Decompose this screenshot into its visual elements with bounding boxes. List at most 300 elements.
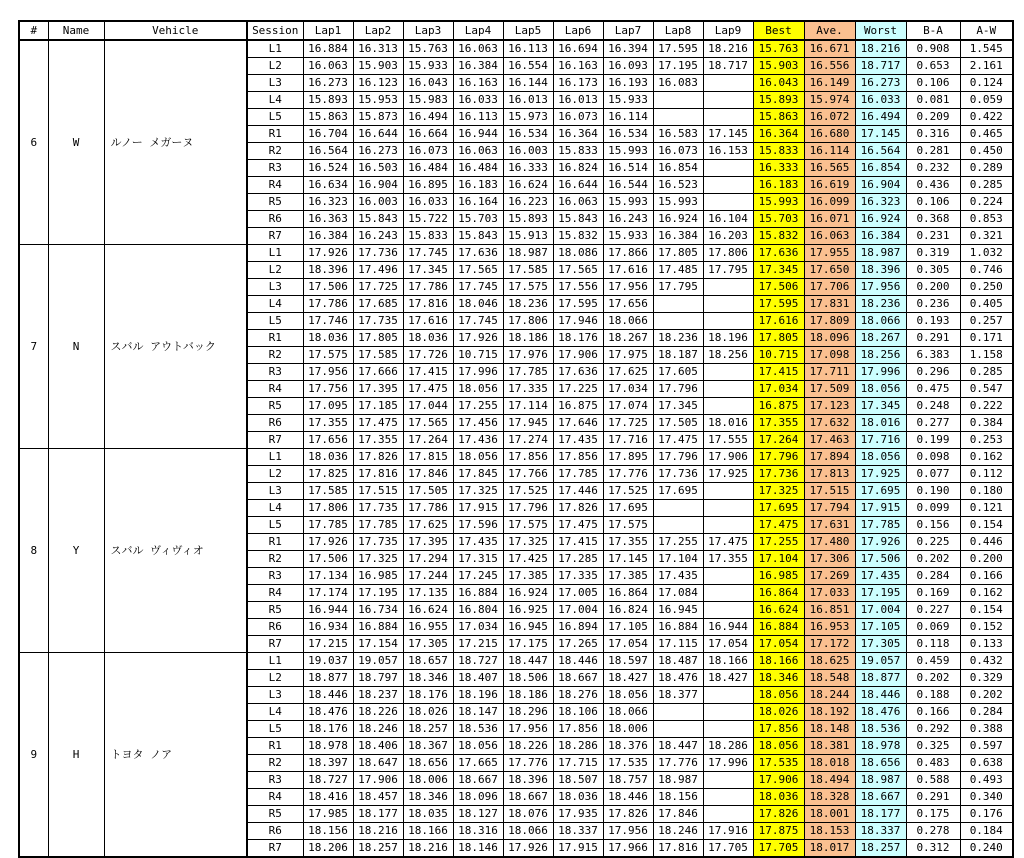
lap-cell bbox=[703, 500, 753, 517]
ave-minus-worst-cell: 1.158 bbox=[960, 347, 1013, 364]
session-cell: R3 bbox=[247, 772, 303, 789]
lap-cell: 17.906 bbox=[353, 772, 403, 789]
lap-cell: 17.054 bbox=[703, 636, 753, 653]
lap-cell: 17.585 bbox=[353, 347, 403, 364]
ave-cell: 18.548 bbox=[804, 670, 855, 687]
lap-cell: 16.164 bbox=[453, 194, 503, 211]
lap-cell: 15.903 bbox=[353, 58, 403, 75]
lap-cell: 18.416 bbox=[303, 789, 353, 806]
worst-cell: 18.016 bbox=[855, 415, 906, 432]
lap-cell: 16.063 bbox=[453, 143, 503, 160]
lap-cell: 17.786 bbox=[403, 500, 453, 517]
ave-minus-worst-cell: 0.124 bbox=[960, 75, 1013, 92]
best-cell: 16.043 bbox=[753, 75, 804, 92]
lap-cell: 17.856 bbox=[553, 721, 603, 738]
ave-minus-worst-cell: 0.432 bbox=[960, 653, 1013, 670]
lap-cell: 15.843 bbox=[553, 211, 603, 228]
lap-cell: 18.286 bbox=[703, 738, 753, 755]
ave-cell: 17.515 bbox=[804, 483, 855, 500]
lap-cell: 17.395 bbox=[403, 534, 453, 551]
best-minus-ave-cell: 0.653 bbox=[906, 58, 960, 75]
session-cell: L3 bbox=[247, 279, 303, 296]
driver-name: H bbox=[48, 653, 104, 858]
lap-cell bbox=[703, 160, 753, 177]
lap-cell: 16.514 bbox=[603, 160, 653, 177]
lap-cell: 17.255 bbox=[653, 534, 703, 551]
lap-cell: 18.237 bbox=[353, 687, 403, 704]
ave-minus-worst-cell: 0.321 bbox=[960, 228, 1013, 245]
ave-cell: 16.851 bbox=[804, 602, 855, 619]
lap-cell: 15.863 bbox=[303, 109, 353, 126]
lap-cell bbox=[703, 772, 753, 789]
best-cell: 17.355 bbox=[753, 415, 804, 432]
ave-cell: 16.099 bbox=[804, 194, 855, 211]
session-cell: R4 bbox=[247, 585, 303, 602]
lap-cell: 17.195 bbox=[653, 58, 703, 75]
lap-cell bbox=[653, 92, 703, 109]
worst-cell: 18.056 bbox=[855, 449, 906, 466]
lap-cell: 17.595 bbox=[553, 296, 603, 313]
lap-cell: 18.066 bbox=[603, 704, 653, 721]
ave-cell: 17.794 bbox=[804, 500, 855, 517]
ave-cell: 17.894 bbox=[804, 449, 855, 466]
col-header-lap7: Lap7 bbox=[603, 21, 653, 40]
ave-minus-worst-cell: 0.121 bbox=[960, 500, 1013, 517]
ave-minus-worst-cell: 0.152 bbox=[960, 619, 1013, 636]
lap-cell: 17.735 bbox=[353, 534, 403, 551]
lap-cell: 17.475 bbox=[553, 517, 603, 534]
ave-minus-worst-cell: 0.388 bbox=[960, 721, 1013, 738]
table-row bbox=[19, 40, 1013, 58]
best-minus-ave-cell: 0.292 bbox=[906, 721, 960, 738]
lap-cell: 16.223 bbox=[503, 194, 553, 211]
worst-cell: 17.915 bbox=[855, 500, 906, 517]
worst-cell: 16.323 bbox=[855, 194, 906, 211]
lap-cell: 18.447 bbox=[503, 653, 553, 670]
worst-cell: 17.716 bbox=[855, 432, 906, 449]
lap-cell bbox=[703, 381, 753, 398]
worst-cell: 18.337 bbox=[855, 823, 906, 840]
lap-cell: 17.525 bbox=[503, 483, 553, 500]
lap-cell: 17.816 bbox=[353, 466, 403, 483]
col-header-: # bbox=[19, 21, 48, 40]
best-minus-ave-cell: 0.106 bbox=[906, 194, 960, 211]
lap-cell: 17.114 bbox=[503, 398, 553, 415]
ave-cell: 18.494 bbox=[804, 772, 855, 789]
lap-cell: 16.104 bbox=[703, 211, 753, 228]
lap-cell: 17.105 bbox=[603, 619, 653, 636]
lap-cell: 17.565 bbox=[453, 262, 503, 279]
lap-cell: 17.305 bbox=[403, 636, 453, 653]
lap-cell: 16.003 bbox=[353, 194, 403, 211]
worst-cell: 17.925 bbox=[855, 466, 906, 483]
lap-cell: 18.035 bbox=[403, 806, 453, 823]
vehicle-name: ルノー メガーヌ bbox=[104, 40, 247, 245]
driver-number: 7 bbox=[19, 245, 48, 449]
lap-cell: 17.825 bbox=[303, 466, 353, 483]
ave-cell: 18.148 bbox=[804, 721, 855, 738]
session-cell: L3 bbox=[247, 687, 303, 704]
lap-cell: 15.763 bbox=[403, 40, 453, 58]
lap-cell: 17.656 bbox=[603, 296, 653, 313]
lap-cell: 18.226 bbox=[353, 704, 403, 721]
session-cell: L1 bbox=[247, 245, 303, 262]
lap-times-table bbox=[18, 20, 1014, 858]
lap-cell: 17.745 bbox=[453, 279, 503, 296]
lap-cell bbox=[653, 704, 703, 721]
worst-cell: 16.904 bbox=[855, 177, 906, 194]
lap-cell: 17.115 bbox=[653, 636, 703, 653]
lap-cell: 17.505 bbox=[403, 483, 453, 500]
col-header-lap1: Lap1 bbox=[303, 21, 353, 40]
session-cell: L5 bbox=[247, 313, 303, 330]
ave-cell: 16.565 bbox=[804, 160, 855, 177]
best-minus-ave-cell: 0.156 bbox=[906, 517, 960, 534]
best-cell: 17.636 bbox=[753, 245, 804, 262]
lap-cell: 16.884 bbox=[453, 585, 503, 602]
best-minus-ave-cell: 0.200 bbox=[906, 279, 960, 296]
lap-cell: 18.066 bbox=[603, 313, 653, 330]
best-minus-ave-cell: 0.325 bbox=[906, 738, 960, 755]
lap-cell: 18.186 bbox=[503, 687, 553, 704]
lap-cell: 16.323 bbox=[303, 194, 353, 211]
lap-cell: 15.933 bbox=[603, 228, 653, 245]
best-cell: 17.826 bbox=[753, 806, 804, 823]
ave-cell: 16.680 bbox=[804, 126, 855, 143]
lap-cell: 16.243 bbox=[603, 211, 653, 228]
best-cell: 16.884 bbox=[753, 619, 804, 636]
session-cell: L4 bbox=[247, 92, 303, 109]
lap-cell: 16.644 bbox=[553, 177, 603, 194]
best-minus-ave-cell: 0.166 bbox=[906, 704, 960, 721]
ave-minus-worst-cell: 0.493 bbox=[960, 772, 1013, 789]
lap-cell: 16.494 bbox=[403, 109, 453, 126]
lap-cell: 18.036 bbox=[403, 330, 453, 347]
lap-cell: 17.915 bbox=[553, 840, 603, 858]
best-cell: 15.893 bbox=[753, 92, 804, 109]
lap-cell: 17.145 bbox=[703, 126, 753, 143]
best-minus-ave-cell: 0.236 bbox=[906, 296, 960, 313]
lap-cell: 16.503 bbox=[353, 160, 403, 177]
ave-minus-worst-cell: 0.222 bbox=[960, 398, 1013, 415]
lap-cell: 16.804 bbox=[453, 602, 503, 619]
col-header-ba: B-A bbox=[906, 21, 960, 40]
ave-cell: 16.619 bbox=[804, 177, 855, 194]
session-cell: L4 bbox=[247, 296, 303, 313]
lap-cell: 17.525 bbox=[603, 483, 653, 500]
best-minus-ave-cell: 0.175 bbox=[906, 806, 960, 823]
driver-number: 8 bbox=[19, 449, 48, 653]
col-header-vehicle: Vehicle bbox=[104, 21, 247, 40]
session-cell: R3 bbox=[247, 568, 303, 585]
lap-cell: 15.973 bbox=[503, 109, 553, 126]
lap-cell: 18.797 bbox=[353, 670, 403, 687]
lap-cell: 16.273 bbox=[303, 75, 353, 92]
ave-cell: 17.706 bbox=[804, 279, 855, 296]
col-header-lap9: Lap9 bbox=[703, 21, 753, 40]
lap-cell: 17.856 bbox=[553, 449, 603, 466]
ave-cell: 16.149 bbox=[804, 75, 855, 92]
lap-cell: 17.856 bbox=[503, 449, 553, 466]
lap-cell: 16.945 bbox=[653, 602, 703, 619]
ave-minus-worst-cell: 0.171 bbox=[960, 330, 1013, 347]
lap-cell: 17.174 bbox=[303, 585, 353, 602]
session-cell: R5 bbox=[247, 194, 303, 211]
best-cell: 17.345 bbox=[753, 262, 804, 279]
best-minus-ave-cell: 6.383 bbox=[906, 347, 960, 364]
ave-cell: 18.018 bbox=[804, 755, 855, 772]
worst-cell: 17.435 bbox=[855, 568, 906, 585]
session-cell: L2 bbox=[247, 58, 303, 75]
worst-cell: 17.004 bbox=[855, 602, 906, 619]
lap-cell: 17.215 bbox=[303, 636, 353, 653]
lap-cell: 17.756 bbox=[303, 381, 353, 398]
lap-cell: 17.996 bbox=[703, 755, 753, 772]
lap-cell: 17.145 bbox=[603, 551, 653, 568]
lap-cell: 18.446 bbox=[303, 687, 353, 704]
col-header-name: Name bbox=[48, 21, 104, 40]
session-cell: R3 bbox=[247, 364, 303, 381]
lap-cell: 18.447 bbox=[653, 738, 703, 755]
best-cell: 15.993 bbox=[753, 194, 804, 211]
ave-minus-worst-cell: 0.112 bbox=[960, 466, 1013, 483]
driver-name: W bbox=[48, 40, 104, 245]
session-cell: R1 bbox=[247, 534, 303, 551]
ave-cell: 17.269 bbox=[804, 568, 855, 585]
lap-cell: 17.285 bbox=[553, 551, 603, 568]
lap-cell: 17.575 bbox=[503, 517, 553, 534]
lap-cell: 16.894 bbox=[553, 619, 603, 636]
best-minus-ave-cell: 0.291 bbox=[906, 330, 960, 347]
best-cell: 10.715 bbox=[753, 347, 804, 364]
worst-cell: 18.877 bbox=[855, 670, 906, 687]
lap-cell: 17.506 bbox=[303, 279, 353, 296]
lap-cell: 18.506 bbox=[503, 670, 553, 687]
vehicle-name: トヨタ ノア bbox=[104, 653, 247, 858]
lap-cell bbox=[703, 687, 753, 704]
lap-cell: 15.993 bbox=[603, 143, 653, 160]
ave-cell: 17.809 bbox=[804, 313, 855, 330]
session-cell: L5 bbox=[247, 721, 303, 738]
lap-cell: 16.073 bbox=[553, 109, 603, 126]
lap-cell: 17.956 bbox=[603, 279, 653, 296]
lap-cell: 17.355 bbox=[703, 551, 753, 568]
best-cell: 17.255 bbox=[753, 534, 804, 551]
ave-cell: 17.631 bbox=[804, 517, 855, 534]
lap-cell: 17.175 bbox=[503, 636, 553, 653]
ave-minus-worst-cell: 0.450 bbox=[960, 143, 1013, 160]
lap-cell: 18.056 bbox=[453, 738, 503, 755]
best-cell: 18.346 bbox=[753, 670, 804, 687]
col-header-session: Session bbox=[247, 21, 303, 40]
worst-cell: 18.056 bbox=[855, 381, 906, 398]
lap-cell: 17.274 bbox=[503, 432, 553, 449]
lap-cell: 17.776 bbox=[603, 466, 653, 483]
lap-cell: 16.634 bbox=[303, 177, 353, 194]
ave-minus-worst-cell: 0.162 bbox=[960, 585, 1013, 602]
lap-cell: 16.864 bbox=[603, 585, 653, 602]
lap-cell: 16.093 bbox=[603, 58, 653, 75]
best-cell: 17.695 bbox=[753, 500, 804, 517]
lap-cell: 17.816 bbox=[403, 296, 453, 313]
lap-cell: 16.945 bbox=[503, 619, 553, 636]
lap-cell: 18.166 bbox=[703, 653, 753, 670]
lap-cell: 16.694 bbox=[553, 40, 603, 58]
ave-minus-worst-cell: 0.746 bbox=[960, 262, 1013, 279]
lap-cell: 17.255 bbox=[453, 398, 503, 415]
lap-cell: 18.216 bbox=[703, 40, 753, 58]
ave-minus-worst-cell: 0.202 bbox=[960, 687, 1013, 704]
lap-cell: 18.096 bbox=[453, 789, 503, 806]
ave-minus-worst-cell: 0.329 bbox=[960, 670, 1013, 687]
lap-cell: 18.177 bbox=[353, 806, 403, 823]
lap-cell: 16.114 bbox=[603, 109, 653, 126]
lap-cell: 17.215 bbox=[453, 636, 503, 653]
worst-cell: 16.384 bbox=[855, 228, 906, 245]
lap-cell: 15.722 bbox=[403, 211, 453, 228]
best-cell: 16.364 bbox=[753, 126, 804, 143]
lap-cell: 16.173 bbox=[553, 75, 603, 92]
ave-cell: 17.306 bbox=[804, 551, 855, 568]
worst-cell: 16.273 bbox=[855, 75, 906, 92]
ave-cell: 18.001 bbox=[804, 806, 855, 823]
col-header-ave: Ave. bbox=[804, 21, 855, 40]
best-minus-ave-cell: 0.291 bbox=[906, 789, 960, 806]
ave-minus-worst-cell: 0.154 bbox=[960, 517, 1013, 534]
lap-cell: 17.154 bbox=[353, 636, 403, 653]
best-cell: 15.833 bbox=[753, 143, 804, 160]
session-cell: R1 bbox=[247, 126, 303, 143]
best-cell: 17.415 bbox=[753, 364, 804, 381]
worst-cell: 18.656 bbox=[855, 755, 906, 772]
lap-cell: 18.407 bbox=[453, 670, 503, 687]
lap-cell: 17.596 bbox=[453, 517, 503, 534]
lap-cell: 17.746 bbox=[303, 313, 353, 330]
lap-cell: 17.736 bbox=[653, 466, 703, 483]
lap-cell bbox=[653, 109, 703, 126]
lap-cell: 18.076 bbox=[503, 806, 553, 823]
lap-cell: 15.933 bbox=[603, 92, 653, 109]
best-cell: 17.595 bbox=[753, 296, 804, 313]
lap-cell: 17.926 bbox=[303, 245, 353, 262]
ave-minus-worst-cell: 0.289 bbox=[960, 160, 1013, 177]
lap-cell: 16.033 bbox=[403, 194, 453, 211]
lap-cell: 17.795 bbox=[653, 279, 703, 296]
lap-cell: 18.397 bbox=[303, 755, 353, 772]
lap-cell: 17.795 bbox=[703, 262, 753, 279]
lap-cell: 16.484 bbox=[403, 160, 453, 177]
ave-minus-worst-cell: 0.253 bbox=[960, 432, 1013, 449]
lap-cell: 18.257 bbox=[353, 840, 403, 858]
session-cell: L1 bbox=[247, 449, 303, 466]
best-minus-ave-cell: 0.312 bbox=[906, 840, 960, 858]
lap-cell: 18.396 bbox=[503, 772, 553, 789]
lap-cell: 17.625 bbox=[603, 364, 653, 381]
lap-cell: 18.337 bbox=[553, 823, 603, 840]
lap-cell: 17.806 bbox=[503, 313, 553, 330]
best-minus-ave-cell: 0.284 bbox=[906, 568, 960, 585]
ave-cell: 18.244 bbox=[804, 687, 855, 704]
best-minus-ave-cell: 0.106 bbox=[906, 75, 960, 92]
lap-cell: 17.415 bbox=[403, 364, 453, 381]
lap-cell: 18.106 bbox=[553, 704, 603, 721]
lap-cell: 18.377 bbox=[653, 687, 703, 704]
lap-cell: 17.315 bbox=[453, 551, 503, 568]
col-header-lap4: Lap4 bbox=[453, 21, 503, 40]
lap-cell: 16.013 bbox=[503, 92, 553, 109]
lap-cell bbox=[703, 177, 753, 194]
lap-cell: 16.854 bbox=[653, 160, 703, 177]
lap-cell: 17.044 bbox=[403, 398, 453, 415]
lap-cell: 18.476 bbox=[303, 704, 353, 721]
lap-cell: 18.656 bbox=[403, 755, 453, 772]
vehicle-name: スバル アウトバック bbox=[104, 245, 247, 449]
lap-cell: 19.037 bbox=[303, 653, 353, 670]
lap-cell: 18.406 bbox=[353, 738, 403, 755]
lap-cell: 17.816 bbox=[653, 840, 703, 858]
session-cell: R2 bbox=[247, 755, 303, 772]
lap-cell: 17.135 bbox=[403, 585, 453, 602]
session-cell: R7 bbox=[247, 228, 303, 245]
lap-cell: 17.245 bbox=[453, 568, 503, 585]
lap-cell: 17.656 bbox=[303, 432, 353, 449]
ave-minus-worst-cell: 0.597 bbox=[960, 738, 1013, 755]
lap-cell: 18.146 bbox=[453, 840, 503, 858]
best-cell: 17.104 bbox=[753, 551, 804, 568]
lap-cell: 17.915 bbox=[453, 500, 503, 517]
lap-cell: 16.073 bbox=[403, 143, 453, 160]
lap-cell: 18.978 bbox=[303, 738, 353, 755]
lap-cell: 17.956 bbox=[303, 364, 353, 381]
best-minus-ave-cell: 0.188 bbox=[906, 687, 960, 704]
lap-cell: 17.565 bbox=[553, 262, 603, 279]
best-cell: 17.054 bbox=[753, 636, 804, 653]
ave-cell: 17.172 bbox=[804, 636, 855, 653]
lap-cell: 16.243 bbox=[353, 228, 403, 245]
ave-cell: 16.953 bbox=[804, 619, 855, 636]
lap-cell: 17.766 bbox=[503, 466, 553, 483]
worst-cell: 18.216 bbox=[855, 40, 906, 58]
best-minus-ave-cell: 0.277 bbox=[906, 415, 960, 432]
ave-cell: 18.381 bbox=[804, 738, 855, 755]
lap-cell: 16.153 bbox=[703, 143, 753, 160]
lap-cell: 17.846 bbox=[403, 466, 453, 483]
lap-cell: 16.003 bbox=[503, 143, 553, 160]
lap-cell: 18.176 bbox=[553, 330, 603, 347]
lap-cell: 17.575 bbox=[603, 517, 653, 534]
lap-cell: 17.776 bbox=[653, 755, 703, 772]
ave-cell: 17.955 bbox=[804, 245, 855, 262]
lap-cell: 18.727 bbox=[453, 653, 503, 670]
worst-cell: 18.396 bbox=[855, 262, 906, 279]
lap-cell: 16.163 bbox=[453, 75, 503, 92]
session-cell: R5 bbox=[247, 806, 303, 823]
lap-cell: 18.286 bbox=[553, 738, 603, 755]
lap-cell: 17.996 bbox=[453, 364, 503, 381]
lap-cell: 17.956 bbox=[503, 721, 553, 738]
session-cell: L2 bbox=[247, 466, 303, 483]
lap-cell: 15.983 bbox=[403, 92, 453, 109]
lap-cell: 18.156 bbox=[653, 789, 703, 806]
lap-cell bbox=[653, 500, 703, 517]
lap-cell: 18.196 bbox=[453, 687, 503, 704]
lap-cell: 17.826 bbox=[553, 500, 603, 517]
best-minus-ave-cell: 0.248 bbox=[906, 398, 960, 415]
session-cell: L1 bbox=[247, 653, 303, 670]
best-cell: 16.333 bbox=[753, 160, 804, 177]
lap-cell: 17.956 bbox=[603, 823, 653, 840]
best-minus-ave-cell: 0.209 bbox=[906, 109, 960, 126]
